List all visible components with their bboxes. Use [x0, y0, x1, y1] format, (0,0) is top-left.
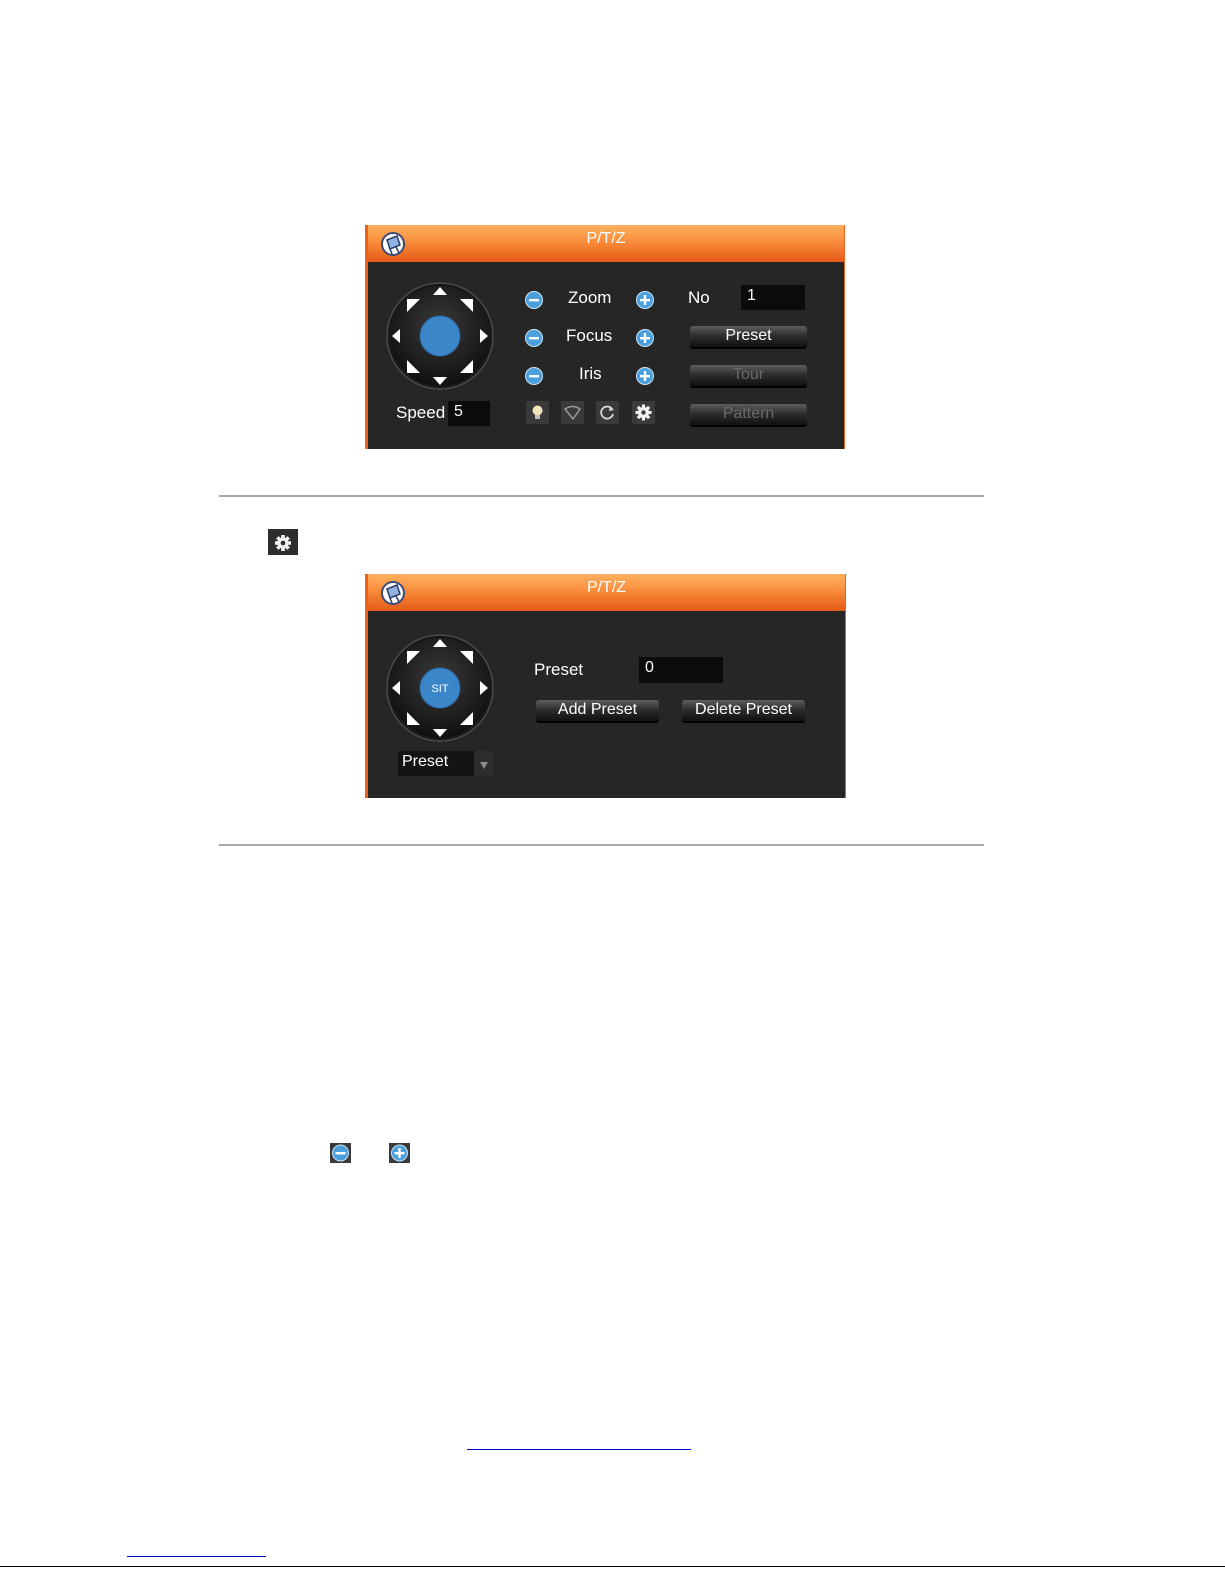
preset-dialog-titlebar	[368, 574, 845, 611]
delete-preset-button[interactable]: Delete Preset	[682, 700, 805, 723]
pattern-button[interactable]: Pattern	[690, 404, 807, 427]
tour-button[interactable]: Tour	[690, 365, 807, 388]
light-bulb-icon[interactable]	[526, 401, 549, 424]
preset-number-input[interactable]: 1	[741, 285, 805, 310]
focus-minus-button[interactable]	[525, 329, 543, 347]
add-preset-button[interactable]: Add Preset	[536, 700, 659, 723]
mode-select[interactable]	[398, 751, 494, 776]
footer-link-underline[interactable]	[127, 1556, 266, 1557]
mode-select-arrow	[474, 751, 494, 776]
preset-dialog	[365, 574, 846, 798]
gear-icon[interactable]	[632, 401, 655, 424]
auto-rotate-icon[interactable]	[596, 401, 619, 424]
chevron-down-icon	[474, 751, 494, 776]
ptz-dialog-title: P/T/Z	[586, 230, 626, 247]
footer-rule	[0, 1566, 1225, 1567]
direction-pad[interactable]	[386, 634, 494, 742]
zoom-label: Zoom	[568, 288, 612, 307]
ptz-dialog	[365, 225, 845, 449]
preset-button[interactable]: Preset	[690, 326, 807, 349]
preset-value-input[interactable]: 0	[639, 657, 723, 683]
section-divider	[219, 844, 984, 846]
no-label: No	[688, 288, 710, 307]
pad-center-button[interactable]	[420, 316, 460, 356]
speed-input[interactable]: 5	[448, 401, 490, 426]
preset-label: Preset	[534, 660, 584, 679]
direction-pad[interactable]	[386, 282, 494, 390]
focus-label: Focus	[566, 326, 613, 345]
iris-plus-button[interactable]	[636, 367, 654, 385]
mode-select-value: Preset	[402, 753, 449, 770]
preset-dialog-title: P/T/Z	[586, 579, 627, 596]
minus-icon	[330, 1143, 351, 1163]
iris-label: Iris	[579, 364, 602, 383]
iris-minus-button[interactable]	[525, 367, 543, 385]
hyperlink-underline[interactable]	[467, 1449, 691, 1450]
focus-plus-button[interactable]	[636, 329, 654, 347]
zoom-plus-button[interactable]	[636, 291, 654, 309]
zoom-minus-button[interactable]	[525, 291, 543, 309]
gear-icon	[268, 529, 298, 555]
section-divider	[219, 495, 984, 497]
wiper-icon[interactable]	[561, 401, 584, 424]
ptz-dialog-titlebar	[368, 225, 844, 262]
speed-label: Speed	[396, 403, 446, 422]
plus-icon	[389, 1143, 410, 1163]
set-center-label: SIT	[431, 683, 449, 695]
